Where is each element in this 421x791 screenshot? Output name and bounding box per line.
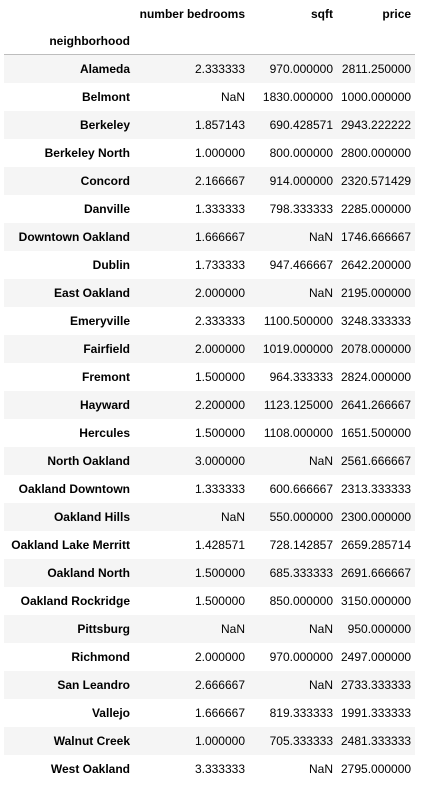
row-label: Emeryville (69, 313, 130, 328)
cell-value: 1.500000 (194, 565, 245, 580)
index-name: neighborhood (4, 27, 134, 55)
cell-value: 800.000000 (269, 145, 333, 160)
cell-value: 1.500000 (194, 425, 245, 440)
table-row (4, 55, 415, 83)
table-row (4, 643, 415, 671)
table-row (4, 671, 415, 699)
row-label: Oakland Hills (53, 509, 130, 524)
cell-value: 1.000000 (194, 733, 245, 748)
cell-value: 1.000000 (194, 145, 245, 160)
cell-value: 1.333333 (194, 201, 245, 216)
row-label: Fairfield (83, 341, 130, 356)
row-label: Walnut Creek (53, 733, 130, 748)
table-row (4, 83, 415, 111)
table-row (4, 307, 415, 335)
cell-value: 2.666667 (194, 677, 245, 692)
cell-value: 950.000000 (347, 621, 412, 636)
table-row (4, 139, 415, 167)
cell-value: 947.466667 (269, 257, 333, 272)
index-name-row (4, 27, 415, 55)
table-row (4, 167, 415, 195)
row-label: Richmond (71, 649, 130, 664)
cell-value: 1.333333 (194, 481, 245, 496)
row-label: Danville (83, 201, 130, 216)
cell-value: 2642.200000 (341, 257, 412, 272)
column-header-row (4, 0, 415, 27)
cell-value: 2285.000000 (341, 201, 412, 216)
row-label: Alameda (79, 61, 130, 76)
cell-value: 2.333333 (194, 313, 245, 328)
cell-value: 685.333333 (269, 565, 333, 580)
cell-value: 2.333333 (194, 61, 245, 76)
table-row (4, 111, 415, 139)
cell-value: 2300.000000 (341, 509, 412, 524)
cell-value: 914.000000 (269, 173, 333, 188)
cell-value: 850.000000 (269, 593, 333, 608)
table-row (4, 531, 415, 559)
row-label: Oakland Lake Merritt (11, 537, 130, 552)
column-header: number bedrooms (139, 6, 245, 21)
cell-value: 2824.000000 (341, 369, 412, 384)
row-label: Downtown Oakland (18, 229, 130, 244)
cell-value: 2.200000 (194, 397, 245, 412)
cell-value: 550.000000 (269, 509, 333, 524)
table-row (4, 223, 415, 251)
cell-value: 1123.125000 (263, 397, 333, 412)
cell-value: 2078.000000 (341, 341, 412, 356)
cell-value: 705.333333 (269, 733, 333, 748)
index-name-spacer (337, 27, 415, 55)
table-row (4, 475, 415, 503)
table-row (4, 699, 415, 727)
cell-value: 2641.266667 (341, 397, 412, 412)
cell-value: 2497.000000 (341, 649, 412, 664)
cell-value: 2733.333333 (341, 677, 412, 692)
table-row (4, 727, 415, 755)
cell-value: NaN (308, 285, 333, 300)
index-corner (4, 0, 134, 27)
cell-value: 1.666667 (194, 229, 245, 244)
table-row (4, 503, 415, 531)
row-label: Hercules (79, 425, 130, 440)
row-label: North Oakland (47, 453, 130, 468)
index-name-spacer (134, 27, 249, 55)
cell-value: NaN (308, 761, 333, 776)
cell-value: 728.142857 (269, 537, 333, 552)
row-label: San Leandro (57, 677, 130, 692)
column-header: price (382, 6, 412, 21)
cell-value: 1.500000 (194, 369, 245, 384)
row-label: Berkeley North (44, 145, 130, 160)
table-body (4, 55, 415, 783)
column-header: sqft (311, 6, 333, 21)
cell-value: 2800.000000 (341, 145, 412, 160)
cell-value: 3.000000 (194, 453, 245, 468)
cell-value: 2195.000000 (341, 285, 412, 300)
row-label: Belmont (82, 89, 130, 104)
cell-value: NaN (308, 229, 333, 244)
row-label: Concord (80, 173, 130, 188)
cell-value: 1830.000000 (262, 89, 333, 104)
cell-value: 2943.222222 (341, 117, 412, 132)
cell-value: 2659.285714 (341, 537, 412, 552)
cell-value: 600.666667 (269, 481, 333, 496)
row-label: Berkeley (79, 117, 130, 132)
cell-value: 2.000000 (194, 285, 245, 300)
cell-value: 2561.666667 (341, 453, 412, 468)
cell-value: 970.000000 (269, 649, 333, 664)
cell-value: 3248.333333 (341, 313, 412, 328)
cell-value: 2795.000000 (341, 761, 412, 776)
cell-value: 2313.333333 (341, 481, 412, 496)
cell-value: NaN (308, 621, 333, 636)
cell-value: 964.333333 (269, 369, 333, 384)
dataframe-table (4, 0, 415, 783)
row-label: Oakland Rockridge (20, 593, 130, 608)
cell-value: 1108.000000 (263, 425, 333, 440)
cell-value: 3150.000000 (341, 593, 412, 608)
cell-value: NaN (308, 677, 333, 692)
table-row (4, 615, 415, 643)
row-label: Fremont (82, 369, 130, 384)
cell-value: 1991.333333 (341, 705, 412, 720)
cell-value: 1.733333 (194, 257, 245, 272)
cell-value: 1651.500000 (341, 425, 412, 440)
cell-value: 1746.666667 (341, 229, 412, 244)
table-row (4, 391, 415, 419)
table-row (4, 587, 415, 615)
cell-value: 690.428571 (269, 117, 333, 132)
cell-value: 2481.333333 (341, 733, 412, 748)
cell-value: NaN (308, 453, 333, 468)
table-row (4, 279, 415, 307)
cell-value: 2.000000 (194, 649, 245, 664)
cell-value: 970.000000 (269, 61, 333, 76)
index-name-spacer (249, 27, 337, 55)
cell-value: 2.166667 (194, 173, 245, 188)
cell-value: 1.428571 (194, 537, 245, 552)
row-label: West Oakland (50, 761, 130, 776)
cell-value: 819.333333 (269, 705, 333, 720)
table-row (4, 559, 415, 587)
table-row (4, 363, 415, 391)
row-label: Dublin (92, 257, 130, 272)
table-row (4, 447, 415, 475)
row-label: Vallejo (91, 705, 130, 720)
cell-value: 1100.500000 (263, 313, 333, 328)
cell-value: 2691.666667 (341, 565, 412, 580)
table-row (4, 251, 415, 279)
row-label: East Oakland (53, 285, 130, 300)
cell-value: 1.500000 (194, 593, 245, 608)
cell-value: 2320.571429 (341, 173, 412, 188)
cell-value: 1019.000000 (262, 341, 333, 356)
cell-value: NaN (220, 621, 245, 636)
row-label: Oakland Downtown (18, 481, 130, 496)
cell-value: 2811.250000 (341, 61, 412, 76)
cell-value: 3.333333 (194, 761, 245, 776)
row-label: Hayward (79, 397, 130, 412)
cell-value: NaN (220, 509, 245, 524)
table-row (4, 195, 415, 223)
row-label: Oakland North (47, 565, 130, 580)
table-row (4, 335, 415, 363)
cell-value: 1000.000000 (341, 89, 412, 104)
row-label: Pittsburg (77, 621, 130, 636)
table-row (4, 419, 415, 447)
cell-value: NaN (220, 89, 245, 104)
cell-value: 2.000000 (194, 341, 245, 356)
cell-value: 1.666667 (194, 705, 245, 720)
table-row (4, 755, 415, 783)
cell-value: 1.857143 (194, 117, 245, 132)
cell-value: 798.333333 (269, 201, 333, 216)
